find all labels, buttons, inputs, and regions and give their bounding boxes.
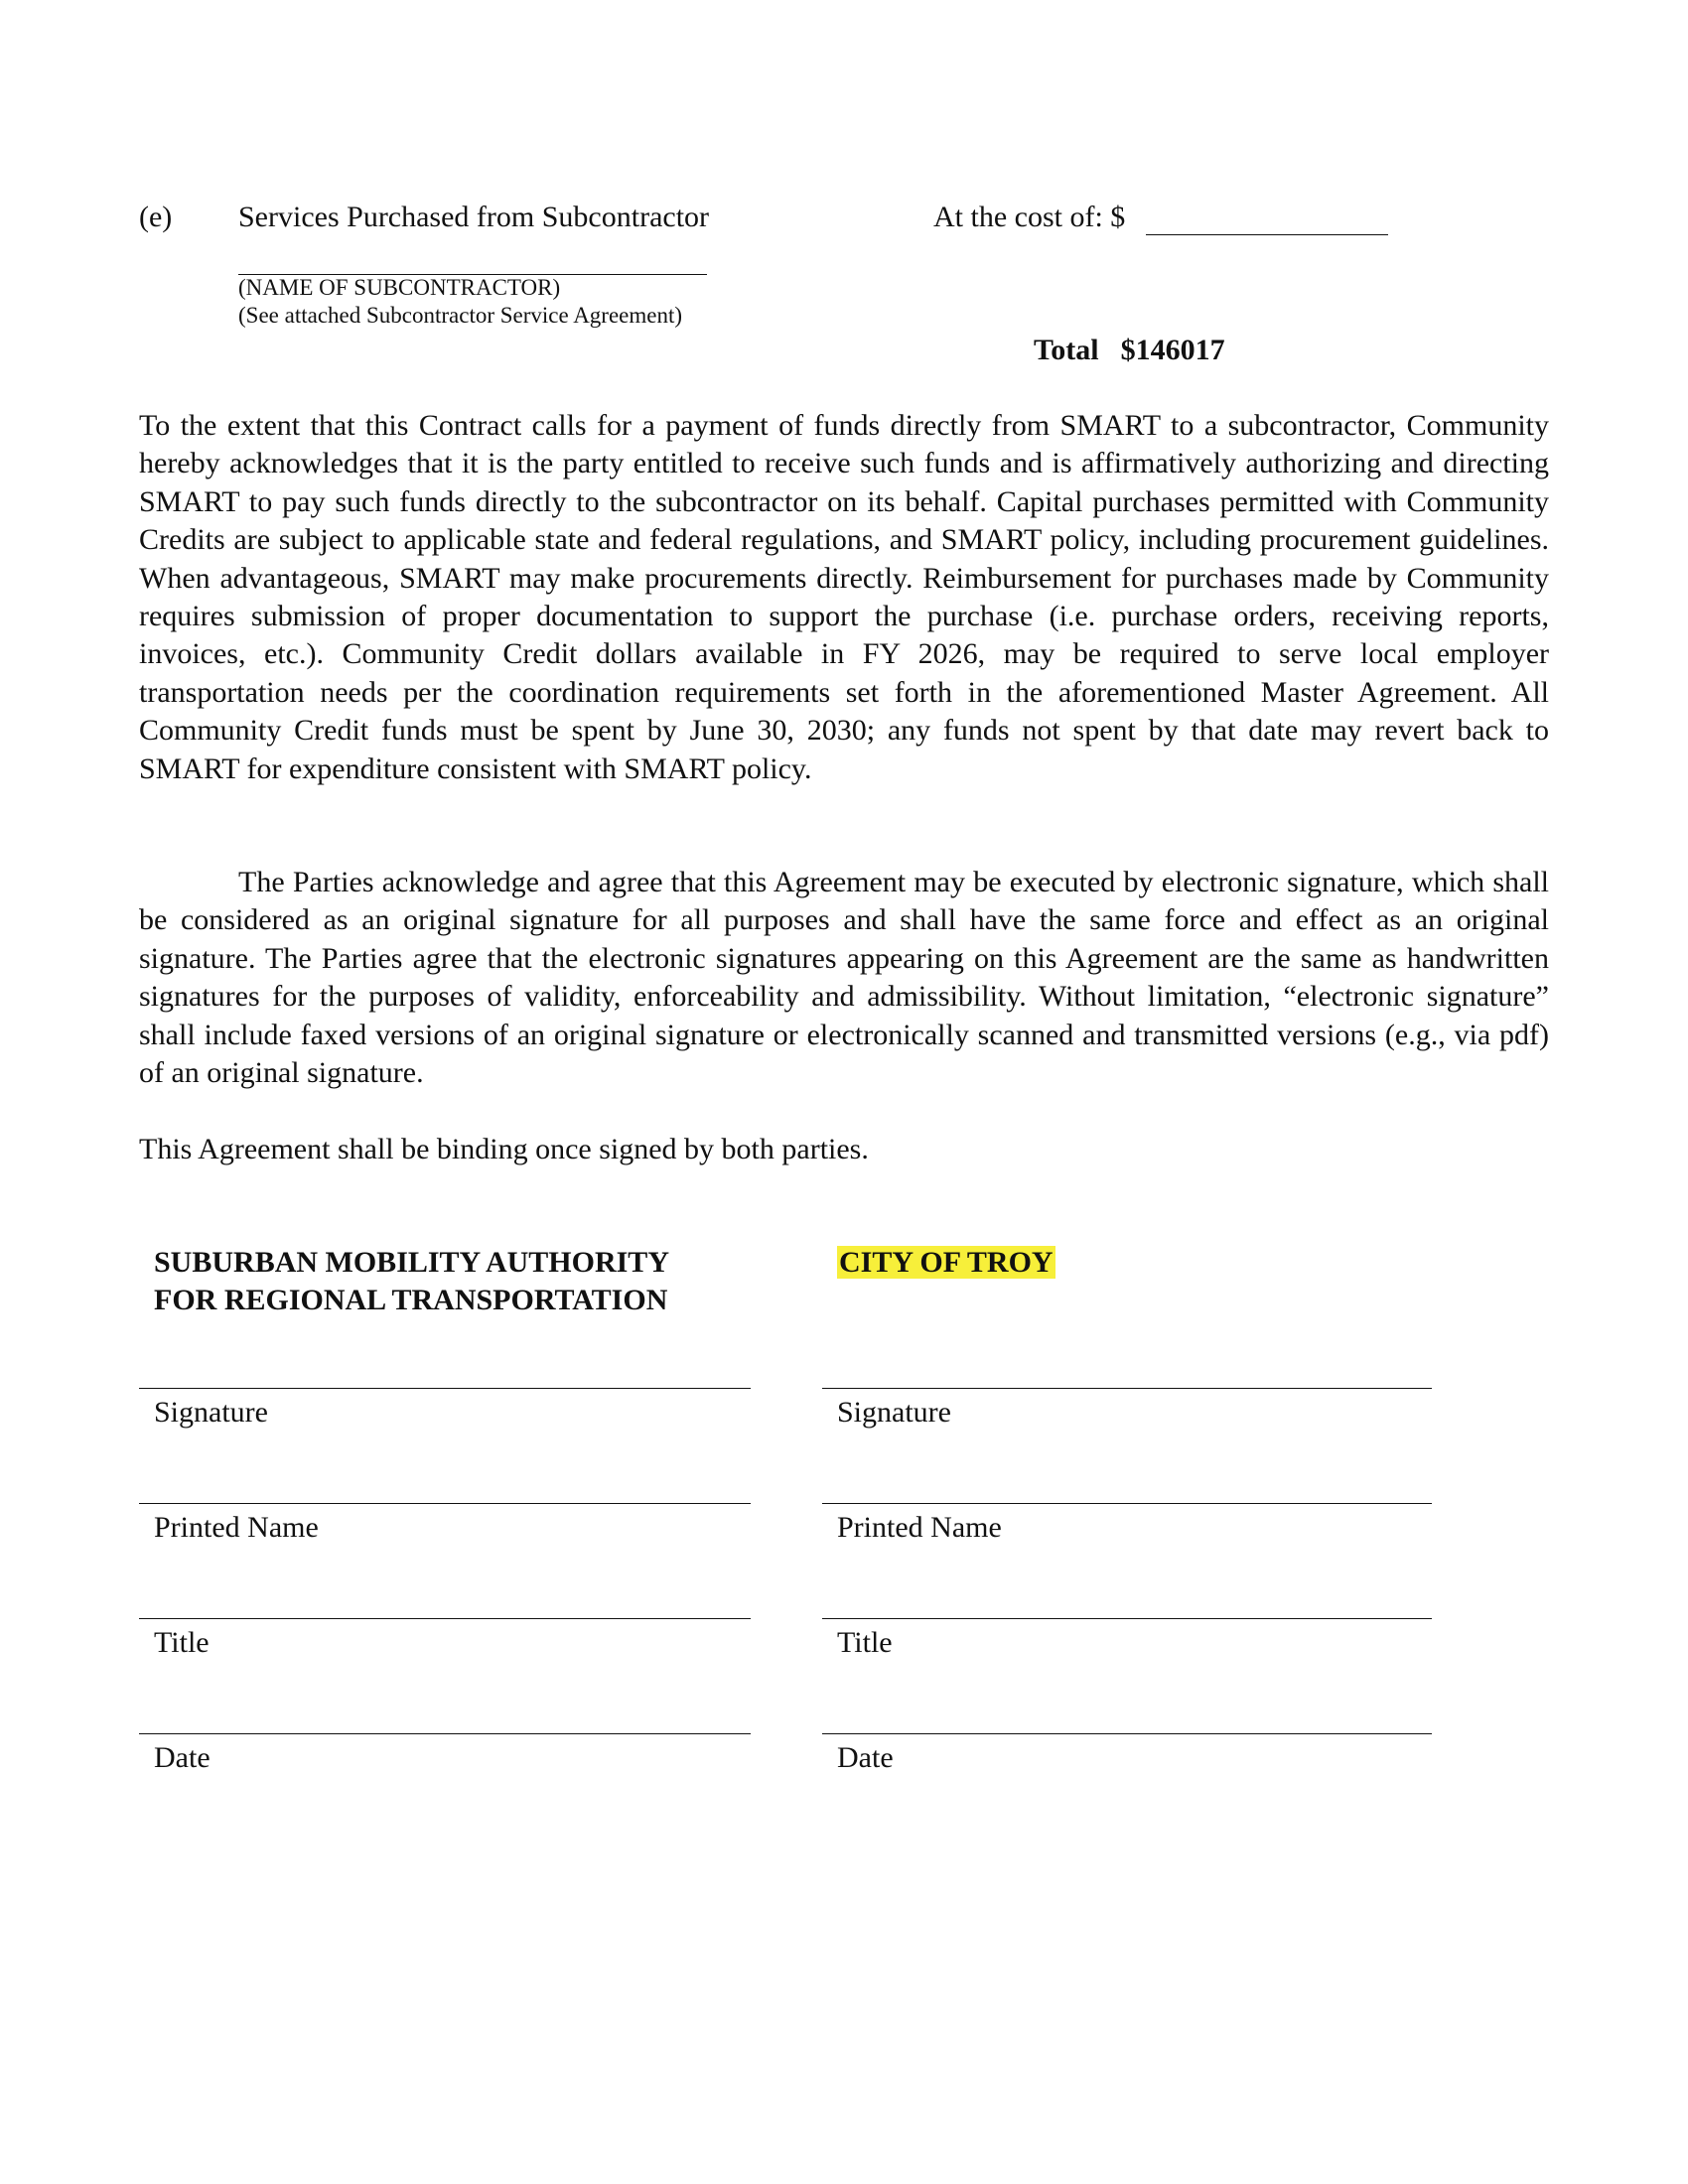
total-row <box>1034 334 1225 367</box>
left-printed-name-line[interactable] <box>139 1503 751 1504</box>
right-title-line[interactable] <box>822 1618 1432 1619</box>
payment-paragraph: To the extent that this Contract calls for a payment of funds directly from SMART to a subcontractor, Community hereby acknowledges that it is the party entitled to receive such funds and is affirmatively authorizing and directing SMART to pay such funds directly to the subcontractor on its behalf. Capital purchases permitted with Community Credits are subject to applicable state and federal regulations, and SMART policy, including procurement guidelines. When advantageous, SMART may make procurements directly. Reimbursement for purchases made by Community requires submission of proper documentation to support the purchase (i.e. purchase orders, receiving reports, invoices, etc.). Community Credit dollars available in FY 2026, may be required to serve local employer transportation needs per the coordination requirements set forth in the aforementioned Master Agreement. All Community Credit funds must be spent by June 30, 2030; any funds not spent by that date may revert back to SMART for expenditure consistent with SMART policy. <box>139 409 1549 785</box>
subcontractor-name-label: (NAME OF SUBCONTRACTOR) <box>238 275 561 300</box>
cost-label: At the cost of: $ <box>933 201 1126 233</box>
left-signature-label: Signature <box>154 1396 268 1429</box>
right-signature-line[interactable] <box>822 1388 1432 1389</box>
party-smart <box>154 1244 669 1320</box>
subcontractor-note: (See attached Subcontractor Service Agreement) <box>238 303 683 328</box>
right-title-label: Title <box>837 1626 893 1659</box>
right-date-label: Date <box>837 1741 894 1774</box>
right-printed-name-line[interactable] <box>822 1503 1432 1504</box>
right-signature-label: Signature <box>837 1396 951 1429</box>
party-smart-line2: FOR REGIONAL TRANSPORTATION <box>154 1284 668 1317</box>
party-city <box>837 1244 1055 1282</box>
left-printed-name-label: Printed Name <box>154 1511 319 1544</box>
item-letter: (e) <box>139 201 173 233</box>
left-signature-line[interactable] <box>139 1388 751 1389</box>
left-title-label: Title <box>154 1626 210 1659</box>
right-printed-name-label: Printed Name <box>837 1511 1002 1544</box>
party-city-name: CITY OF TROY <box>839 1246 1054 1279</box>
item-label: Services Purchased from Subcontractor <box>238 201 710 233</box>
left-title-line[interactable] <box>139 1618 751 1619</box>
total-label: Total <box>1034 334 1099 366</box>
binding-paragraph: This Agreement shall be binding once signed by both parties. <box>139 1133 869 1165</box>
party-smart-line1: SUBURBAN MOBILITY AUTHORITY <box>154 1246 669 1279</box>
electronic-signature-paragraph: The Parties acknowledge and agree that this Agreement may be executed by electronic signature, which shall be considered as an original signature for all purposes and shall have the same force and effect as an original signature. The Parties agree that the electronic signatures appearing on this Agreement are the same as handwritten signatures for the purposes of validity, enforceability and admissibility. Without limitation, “electronic signature” shall include faxed versions of an original signature or electronically scanned and transmitted versions (e.g., via pdf) of an original signature. <box>139 866 1549 1090</box>
left-date-label: Date <box>154 1741 211 1774</box>
total-amount: $146017 <box>1120 334 1225 366</box>
right-date-line[interactable] <box>822 1733 1432 1734</box>
left-date-line[interactable] <box>139 1733 751 1734</box>
cost-blank-line <box>1146 234 1388 235</box>
